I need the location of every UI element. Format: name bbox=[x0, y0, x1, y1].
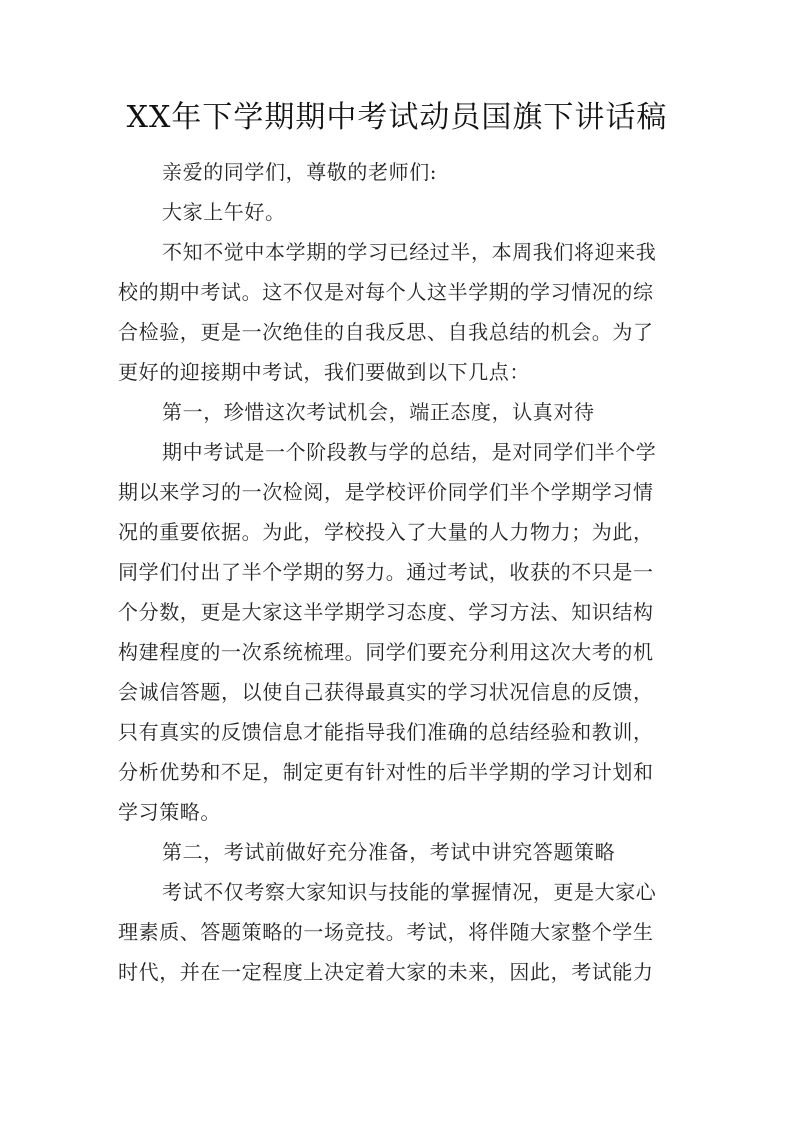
greeting-line: 大家上午好。 bbox=[162, 200, 286, 224]
paragraph-line: 只有真实的反馈信息才能指导我们准确的总结经验和教训， bbox=[118, 720, 654, 744]
salutation-line: 亲爱的同学们，尊敬的老师们: bbox=[162, 160, 438, 184]
paragraph-line: 时代，并在一定程度上决定着大家的未来，因此，考试能力 bbox=[118, 960, 654, 984]
paragraph-line: 合检验，更是一次绝佳的自我反思、自我总结的机会。为了 bbox=[118, 320, 654, 344]
paragraph-line: 更好的迎接期中考试，我们要做到以下几点： bbox=[118, 360, 530, 384]
paragraph-line: 校的期中考试。这不仅是对每个人这半学期的学习情况的综 bbox=[118, 280, 654, 304]
paragraph-line: 理素质、答题策略的一场竞技。考试，将伴随大家整个学生 bbox=[118, 920, 654, 944]
paragraph-line: 考试不仅考察大家知识与技能的掌握情况，更是大家心 bbox=[162, 880, 657, 904]
document-body bbox=[118, 152, 680, 992]
paragraph-line: 期中考试是一个阶段教与学的总结，是对同学们半个学 bbox=[162, 440, 657, 464]
paragraph-line: 分析优势和不足，制定更有针对性的后半学期的学习计划和 bbox=[118, 760, 654, 784]
paragraph-line: 不知不觉中本学期的学习已经过半，本周我们将迎来我 bbox=[162, 240, 657, 264]
document-title: XX年下学期期中考试动员国旗下讲话稿 bbox=[126, 100, 668, 135]
section-heading-1: 第一，珍惜这次考试机会，端正态度，认真对待 bbox=[162, 400, 595, 424]
section-heading-2: 第二，考试前做好充分准备，考试中讲究答题策略 bbox=[162, 840, 616, 864]
paragraph-line: 构建程度的一次系统梳理。同学们要充分利用这次大考的机 bbox=[118, 640, 654, 664]
paragraph-line: 况的重要依据。为此，学校投入了大量的人力物力；为此， bbox=[118, 520, 654, 544]
paragraph-line: 会诚信答题，以使自己获得最真实的学习状况信息的反馈， bbox=[118, 680, 654, 704]
paragraph-line: 同学们付出了半个学期的努力。通过考试，收获的不只是一 bbox=[118, 560, 654, 584]
paragraph-line: 个分数，更是大家这半学期学习态度、学习方法、知识结构 bbox=[118, 600, 654, 624]
paragraph-line: 期以来学习的一次检阅，是学校评价同学们半个学期学习情 bbox=[118, 480, 654, 504]
paragraph-line: 学习策略。 bbox=[118, 800, 221, 824]
